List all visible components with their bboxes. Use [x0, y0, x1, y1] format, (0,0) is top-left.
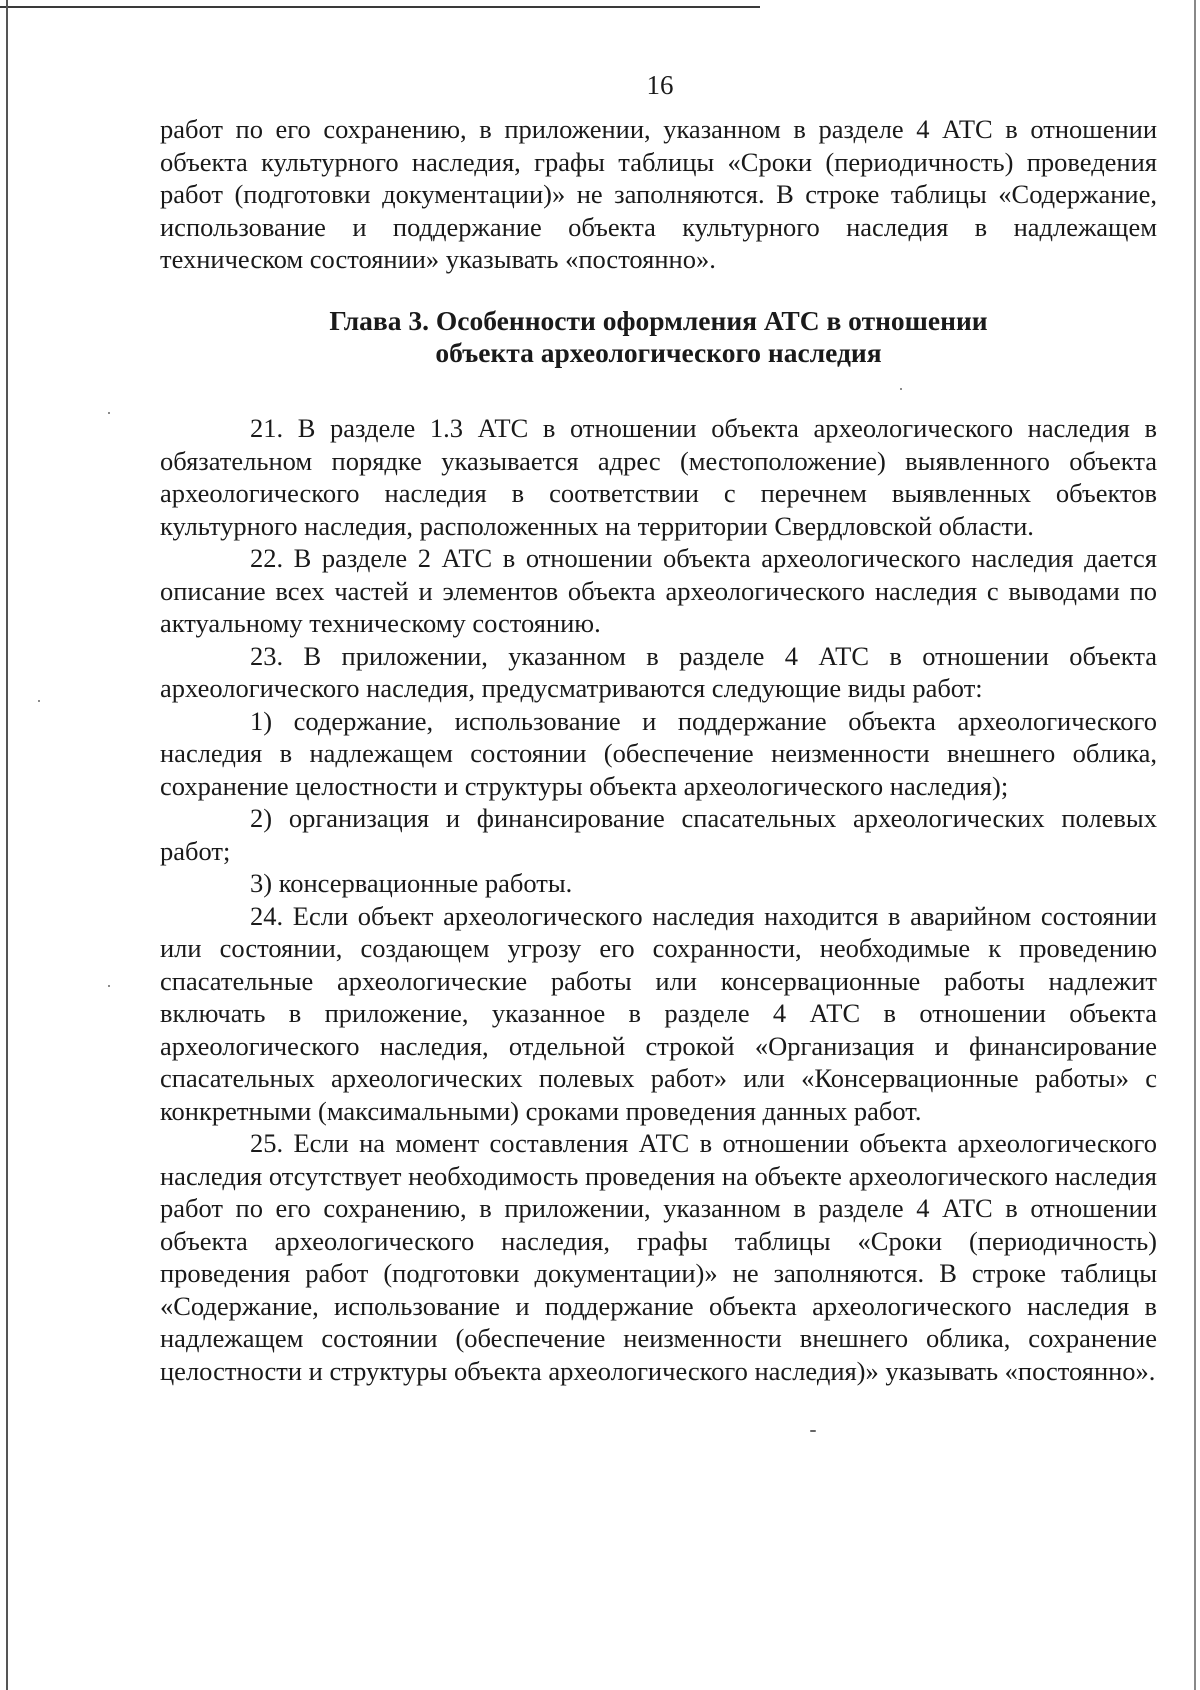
- paragraph-25: 25. Если на момент составления АТС в отношении объекта археологического наследия отсутствует необходимость проведения на объекте археологического наследия работ по его сохранению, в приложении, указанном в разделе 4 АТС в отношении объекта археологического наследия, графы таблицы «Сроки (периодичность) проведения работ (подготовки документации)» не заполняются. В строке таблицы «Содержание, использование и поддержание объекта археологического наследия в надлежащем состоянии (обеспечение неизменности внешнего облика, сохранение целостности и структуры объекта археологического наследия)» указывать «постоянно».: [160, 1128, 1157, 1386]
- scan-edge-left: [6, 0, 8, 1690]
- page-number: 16: [646, 70, 674, 100]
- scan-edge-top: [0, 6, 760, 8]
- scan-speck: [108, 985, 110, 987]
- paragraph-22: 22. В разделе 2 АТС в отношении объекта археологического наследия дается описание всех частей и элементов объекта археологического наследия с выводами по актуальному техническому состоянию.: [160, 543, 1157, 638]
- scan-speck: [38, 700, 40, 702]
- list-item-1: 1) содержание, использование и поддержание объекта археологического наследия в надлежащем состоянии (обеспечение неизменности внешнего облика, сохранение целостности и структуры объекта археологического наследия);: [160, 705, 1157, 801]
- scan-speck: [900, 388, 902, 390]
- chapter-body: [160, 412, 1157, 1387]
- scan-speck: [108, 412, 110, 414]
- scan-speck: [810, 1430, 816, 1432]
- continuation-block: [160, 113, 1157, 276]
- chapter-title-line2: объекта археологического наследия: [435, 337, 882, 368]
- scan-edge-right: [1194, 0, 1196, 1690]
- chapter-title-line1: Глава 3. Особенности оформления АТС в отношении: [329, 305, 988, 336]
- paragraph-23: 23. В приложении, указанном в разделе 4 АТС в отношении объекта археологического наследия, предусматриваются следующие виды работ:: [160, 640, 1157, 703]
- paragraph-24: 24. Если объект археологического наследия находится в аварийном состоянии или состоянии, создающем угрозу его сохранности, необходимые к проведению спасательные археологические работы или консервационные работы надлежит включать в приложение, указанное в разделе 4 АТС в отношении объекта археологического наследия, отдельной строкой «Организация и финансирование спасательных археологических полевых работ» или «Консервационные работы» с конкретными (максимальными) сроками проведения данных работ.: [160, 900, 1157, 1126]
- list-item-3: 3) консервационные работы.: [250, 868, 573, 898]
- list-item-2: 2) организация и финансирование спасательных археологических полевых работ;: [160, 803, 1157, 866]
- paragraph-21: 21. В разделе 1.3 АТС в отношении объекта археологического наследия в обязательном порядке указывается адрес (местоположение) выявленного объекта археологического наследия в соответствии с перечнем выявленных объектов культурного наследия, расположенных на территории Свердловской области.: [160, 413, 1157, 541]
- intro-paragraph: работ по его сохранению, в приложении, указанном в разделе 4 АТС в отношении объекта культурного наследия, графы таблицы «Сроки (периодичность) проведения работ (подготовки документации)» не заполняются. В строке таблицы «Содержание, использование и поддержание объекта культурного наследия в надлежащем техническом состоянии» указывать «постоянно».: [160, 114, 1157, 274]
- chapter-title: [160, 305, 1157, 369]
